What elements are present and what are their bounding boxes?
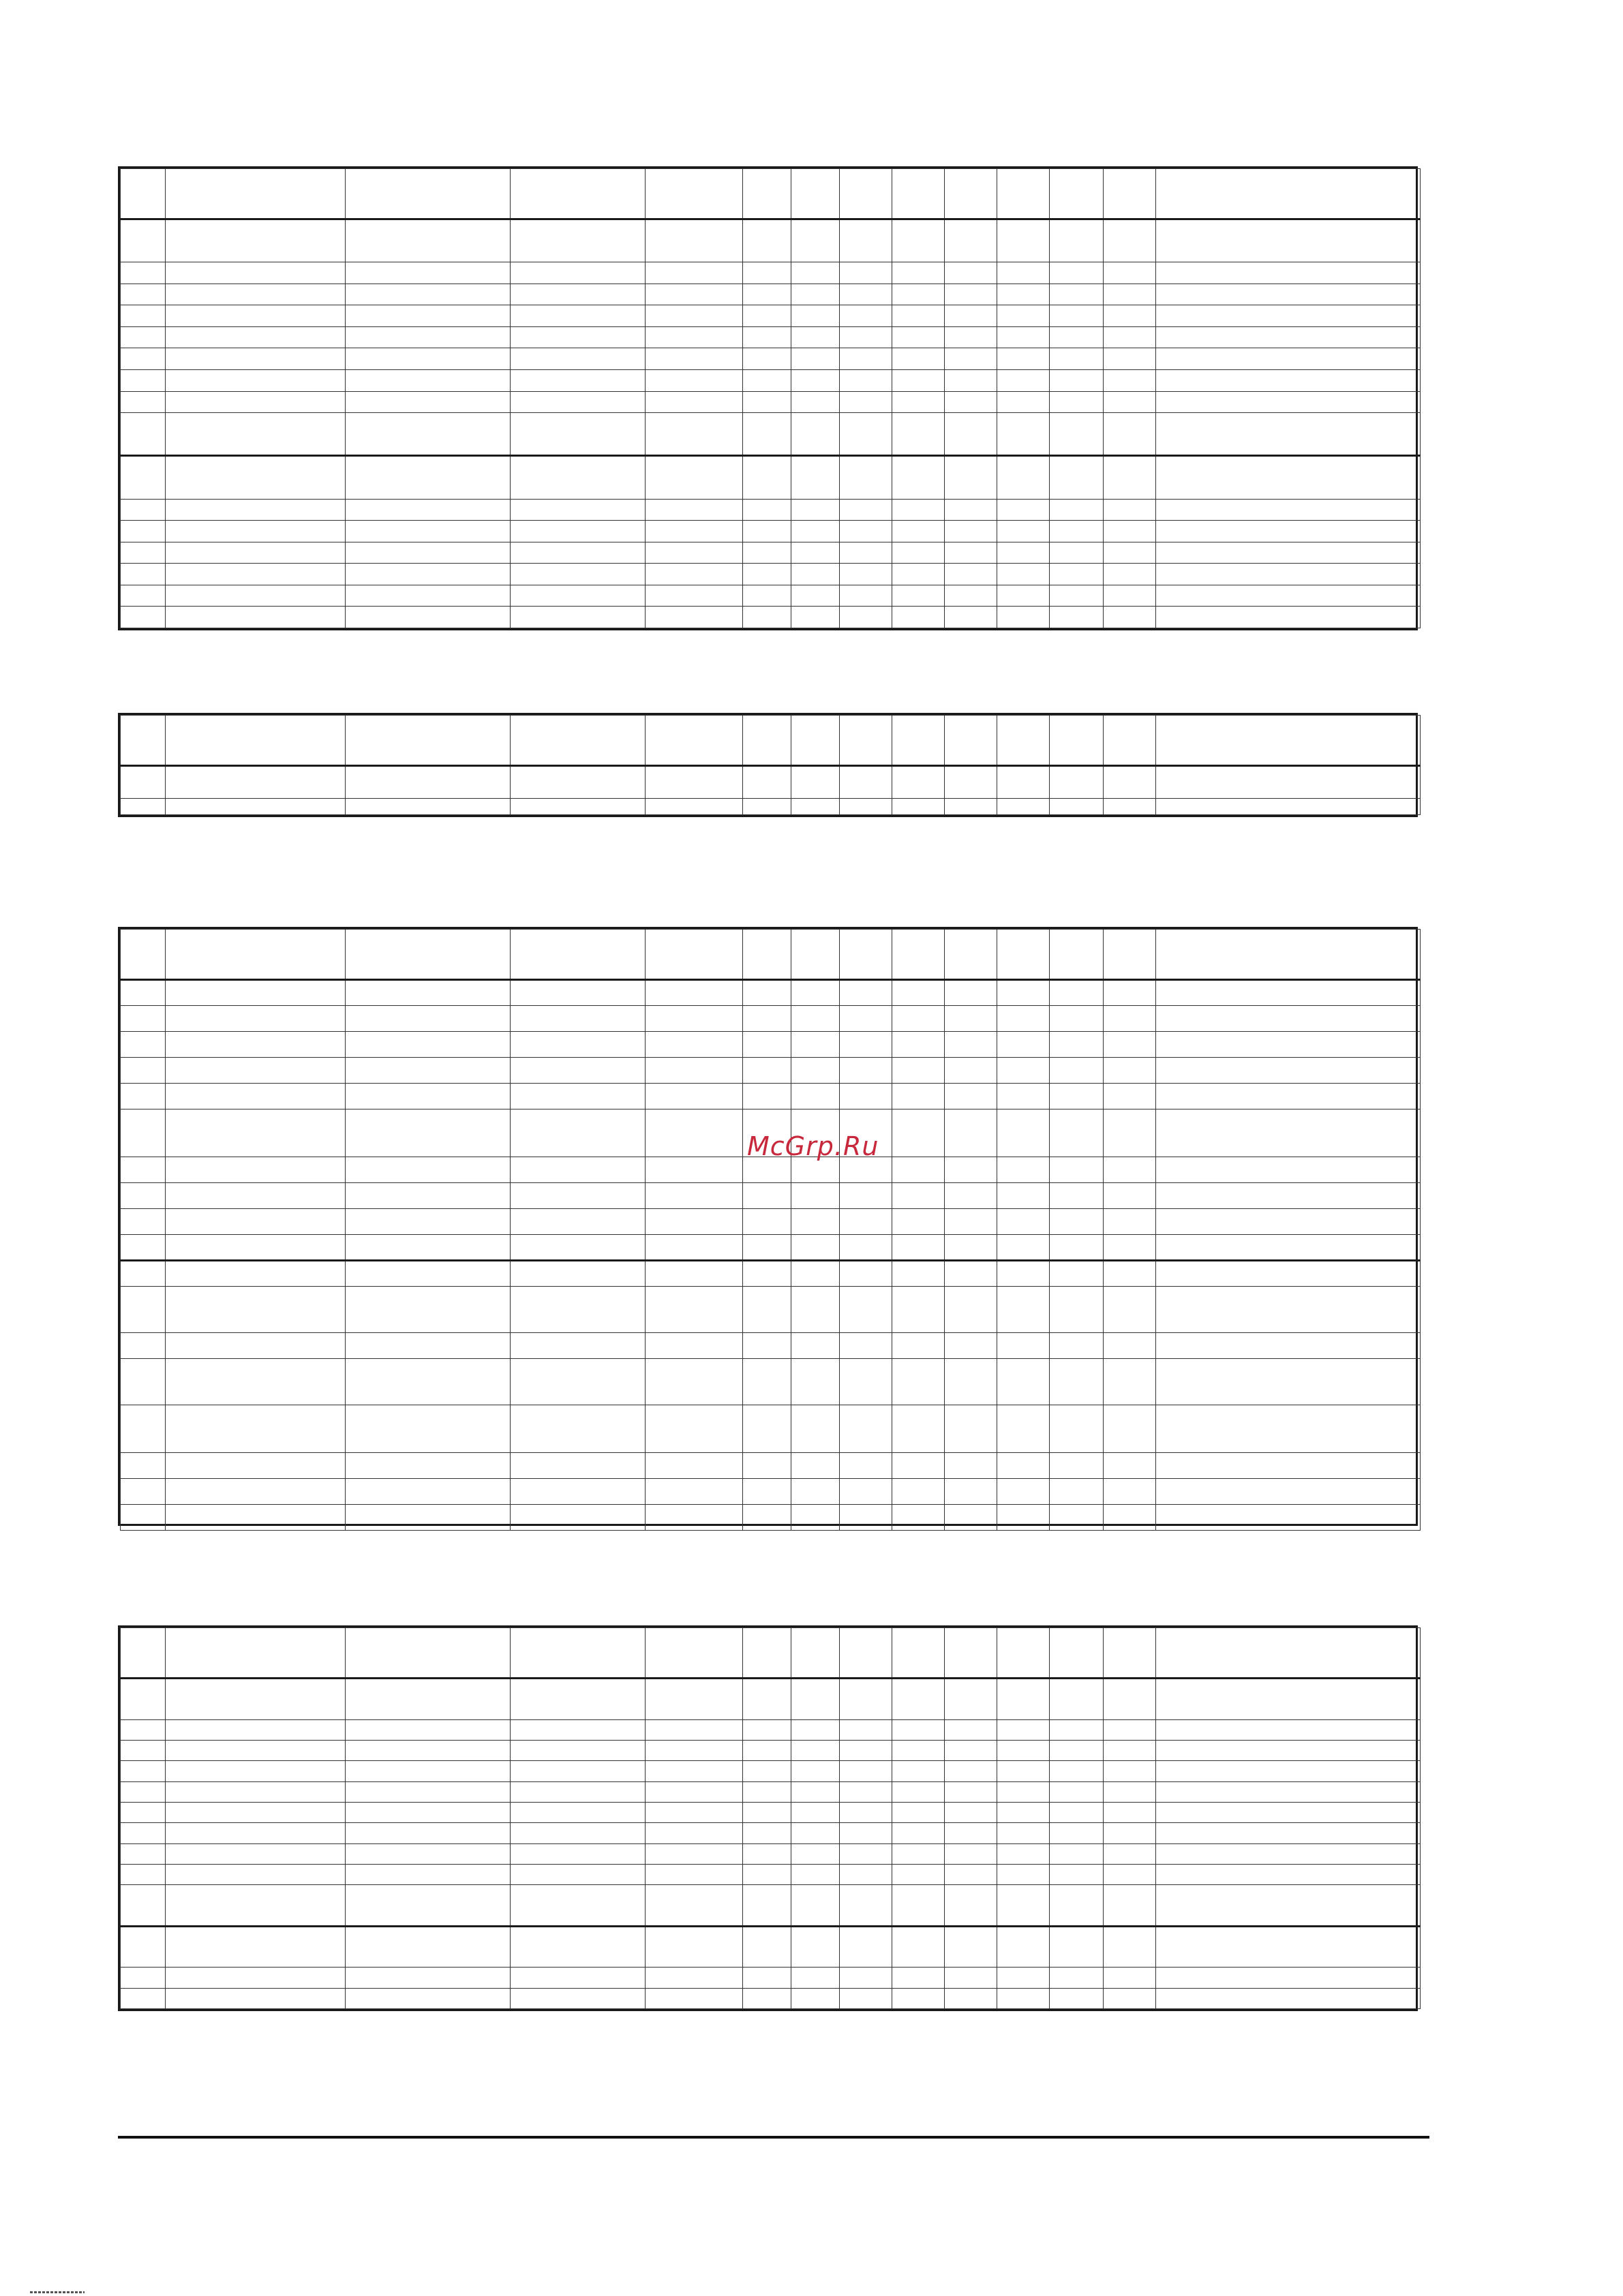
table-grid	[120, 168, 1421, 628]
table-row	[121, 413, 1421, 456]
table-row	[121, 607, 1421, 628]
table-row	[121, 348, 1421, 370]
table-grid	[120, 1627, 1421, 2009]
table-row	[121, 1988, 1421, 2008]
table-header-row	[121, 716, 1421, 766]
table-row	[121, 499, 1421, 521]
table-row	[121, 980, 1421, 1006]
parts-table-2	[118, 713, 1418, 817]
table-row	[121, 305, 1421, 327]
table-row	[121, 326, 1421, 348]
table-row	[121, 564, 1421, 585]
table-row	[121, 1453, 1421, 1479]
watermark-text: McGrp.Ru	[747, 1131, 879, 1161]
table-row	[121, 1823, 1421, 1843]
parts-table-1	[118, 166, 1418, 630]
table-row	[121, 1781, 1421, 1802]
table-row	[121, 1719, 1421, 1740]
table-row	[121, 219, 1421, 262]
table-row	[121, 456, 1421, 499]
table-row	[121, 542, 1421, 564]
table-row-tall	[121, 1287, 1421, 1333]
parts-table-4	[118, 1625, 1418, 2011]
table-header-row	[121, 169, 1421, 219]
table-row	[121, 1926, 1421, 1968]
table-row	[121, 1864, 1421, 1884]
table-row	[121, 1802, 1421, 1822]
table-row	[121, 1058, 1421, 1084]
table-row	[121, 391, 1421, 413]
table-row	[121, 799, 1421, 815]
table-row	[121, 1505, 1421, 1531]
table-row	[121, 1968, 1421, 1988]
table-row	[121, 521, 1421, 542]
table-header-row	[121, 930, 1421, 980]
table-row	[121, 262, 1421, 284]
table-row	[121, 1183, 1421, 1209]
table-row	[121, 1333, 1421, 1359]
table-row-tall	[121, 1405, 1421, 1453]
table-row	[121, 585, 1421, 607]
table-row-tall	[121, 1359, 1421, 1405]
table-row	[121, 1740, 1421, 1760]
corner-mark	[30, 2291, 85, 2293]
table-row	[121, 1679, 1421, 1720]
table-row	[121, 1479, 1421, 1505]
table-row	[121, 1235, 1421, 1261]
table-row	[121, 1261, 1421, 1287]
table-row	[121, 1032, 1421, 1058]
table-grid	[120, 715, 1421, 815]
table-row	[121, 370, 1421, 392]
table-row	[121, 1209, 1421, 1235]
table-row	[121, 284, 1421, 305]
table-row	[121, 1843, 1421, 1864]
parts-table-3	[118, 927, 1418, 1526]
table-row	[121, 766, 1421, 799]
table-row	[121, 1885, 1421, 1927]
table-row	[121, 1084, 1421, 1109]
footer-rule	[118, 2136, 1429, 2139]
table-row	[121, 1761, 1421, 1781]
table-header-row	[121, 1628, 1421, 1679]
table-grid	[120, 929, 1421, 1531]
table-row	[121, 1006, 1421, 1032]
